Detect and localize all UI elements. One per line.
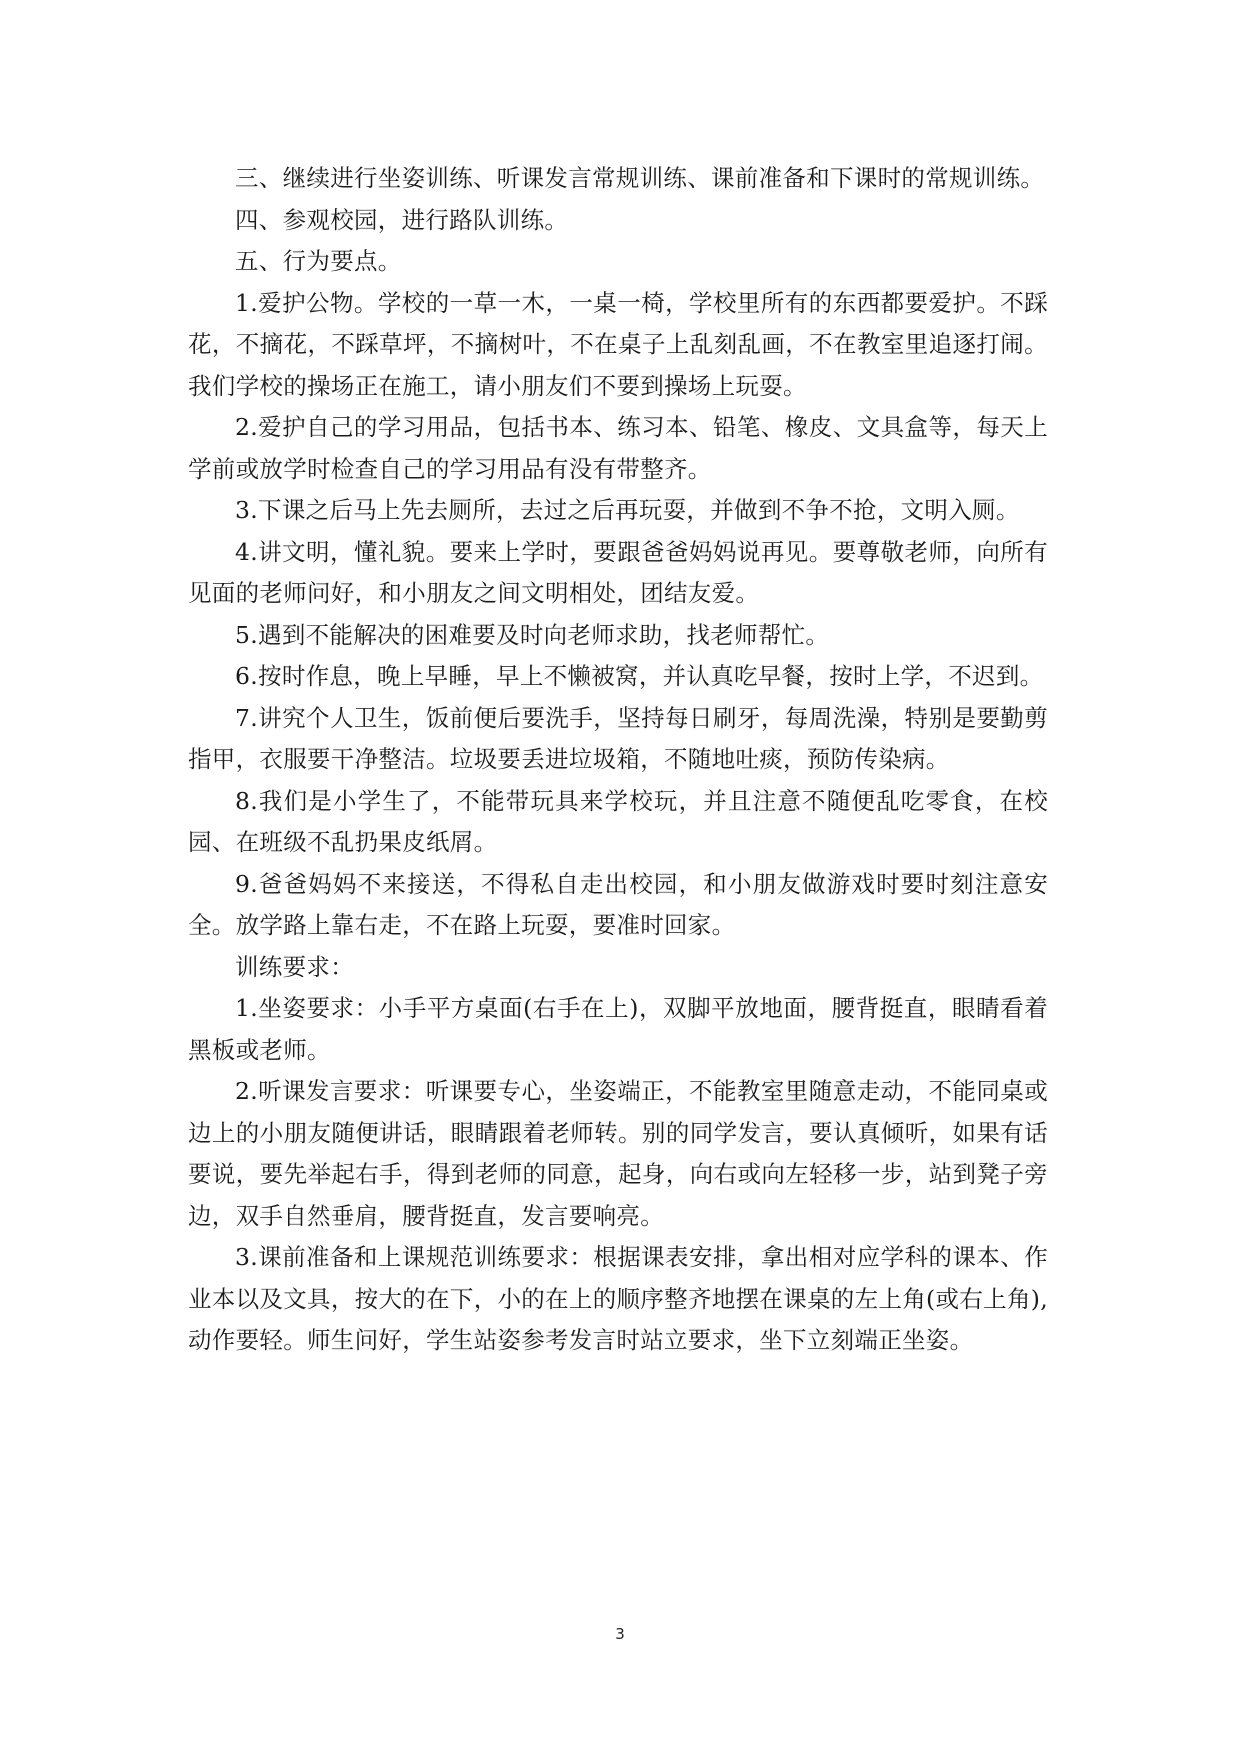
paragraph-point-4: 4.讲文明，懂礼貌。要来上学时，要跟爸爸妈妈说再见。要尊敬老师，向所有见面的老师问好，和小朋友之间文明相处，团结友爱。: [188, 537, 1048, 607]
paragraph-point-7: 7.讲究个人卫生，饭前便后要洗手，坚持每日刷牙，每周洗澡，特别是要勤剪指甲，衣服要干净整洁。垃圾要丢进垃圾箱，不随地吐痰，预防传染病。: [188, 703, 1048, 773]
paragraph-point-9: 9.爸爸妈妈不来接送，不得私自走出校园，和小朋友做游戏时要时刻注意安全。放学路上靠右走，不在路上玩耍，要准时回家。: [188, 869, 1048, 939]
paragraph-training-2: 2.听课发言要求：听课要专心，坐姿端正，不能教室里随意走动，不能同桌或边上的小朋友随便讲话，眼睛跟着老师转。别的同学发言，要认真倾听，如果有话要说，要先举起右手，得到老师的同意，起身，向右或向左轻移一步，站到凳子旁边，双手自然垂肩，腰背挺直，发言要响亮。: [188, 1077, 1048, 1230]
paragraph-point-2: 2.爱护自己的学习用品，包括书本、练习本、铅笔、橡皮、文具盒等，每天上学前或放学时检查自己的学习用品有没有带整齐。: [188, 413, 1048, 483]
paragraph-section-four: 四、参观校园，进行路队训练。: [235, 205, 569, 234]
document-body: [188, 158, 1048, 1362]
paragraph-training-heading: 训练要求：: [235, 952, 354, 981]
paragraph-section-five-heading: 五、行为要点。: [235, 247, 402, 275]
page-number: 3: [615, 1625, 625, 1643]
paragraph-training-1: 1.坐姿要求：小手平方桌面(右手在上)，双脚平放地面，腰背挺直，眼睛看着黑板或老师。: [188, 994, 1048, 1064]
paragraph-point-5: 5.遇到不能解决的困难要及时向老师求助，找老师帮忙。: [235, 620, 830, 649]
paragraph-training-3: 3.课前准备和上课规范训练要求：根据课表安排，拿出相对应学科的课本、作业本以及文具，按大的在下，小的在上的顺序整齐地摆在课桌的左上角(或右上角),动作要轻。师生问好，学生站姿参考发言时站立要求，坐下立刻端正坐姿。: [188, 1243, 1048, 1354]
paragraph-point-1: 1.爱护公物。学校的一草一木，一桌一椅，学校里所有的东西都要爱护。不踩花，不摘花，不踩草坪，不摘树叶，不在桌子上乱刻乱画，不在教室里追逐打闹。我们学校的操场正在施工，请小朋友们不要到操场上玩耍。: [188, 288, 1048, 400]
paragraph-point-6: 6.按时作息，晚上早睡，早上不懒被窝，并认真吃早餐，按时上学，不迟到。: [235, 662, 1044, 690]
paragraph-section-three: 三、继续进行坐姿训练、听课发言常规训练、课前准备和下课时的常规训练。: [235, 164, 1045, 192]
paragraph-point-3: 3.下课之后马上先去厕所，去过之后再玩耍，并做到不争不抢，文明入厕。: [235, 496, 1020, 524]
paragraph-point-8: 8.我们是小学生了，不能带玩具来学校玩，并且注意不随便乱吃零食，在校园、在班级不乱扔果皮纸屑。: [188, 786, 1048, 856]
